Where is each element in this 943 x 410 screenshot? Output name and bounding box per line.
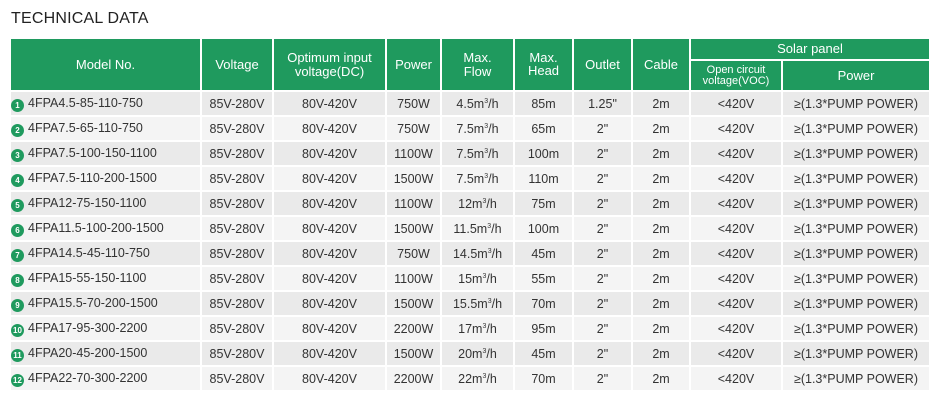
voc-cell: <420V [691, 242, 781, 265]
outlet-cell: 2" [574, 167, 631, 190]
outlet-cell: 2" [574, 342, 631, 365]
voc-cell: <420V [691, 292, 781, 315]
power-cell: 1500W [387, 342, 440, 365]
panel-power-cell: ≥(1.3*PUMP POWER) [783, 292, 929, 315]
voltage-cell: 85V-280V [202, 217, 272, 240]
flow-suffix: /h [486, 196, 497, 211]
optimum-voltage-cell: 80V-420V [274, 342, 385, 365]
flow-value: 4.5m [456, 96, 485, 111]
optimum-voltage-cell: 80V-420V [274, 242, 385, 265]
flow-unit-sup: 3 [487, 247, 492, 255]
voltage-cell: 85V-280V [202, 317, 272, 340]
header-solar-panel: Solar panel [691, 39, 929, 59]
voc-cell: <420V [691, 192, 781, 215]
header-flow-line2: Flow [463, 63, 492, 79]
optimum-voltage-cell: 80V-420V [274, 367, 385, 390]
header-outlet: Outlet [574, 39, 631, 90]
head-cell: 65m [515, 117, 572, 140]
row-number-badge: 1 [11, 99, 24, 112]
model-cell [11, 217, 200, 240]
voltage-cell: 85V-280V [202, 242, 272, 265]
power-cell: 750W [387, 242, 440, 265]
voc-cell: <420V [691, 342, 781, 365]
model-name: 4FPA7.5-100-150-1100 [28, 145, 157, 160]
power-cell: 1100W [387, 267, 440, 290]
model-name: 4FPA7.5-65-110-750 [28, 120, 143, 135]
flow-suffix: /h [488, 171, 499, 186]
model-name: 4FPA15-55-150-1100 [28, 270, 147, 285]
voc-cell: <420V [691, 92, 781, 115]
header-model: Model No. [11, 39, 200, 90]
cable-cell: 2m [633, 167, 689, 190]
outlet-cell: 2" [574, 142, 631, 165]
panel-power-cell: ≥(1.3*PUMP POWER) [783, 217, 929, 240]
flow-suffix: /h [491, 296, 503, 311]
outlet-cell: 2" [574, 242, 631, 265]
voltage-cell: 85V-280V [202, 167, 272, 190]
power-cell: 1500W [387, 217, 440, 240]
header-optimum-line1: Optimum input [287, 49, 372, 65]
header-panel-power: Power [783, 61, 929, 90]
voc-cell: <420V [691, 217, 781, 240]
optimum-voltage-cell: 80V-420V [274, 217, 385, 240]
head-cell: 100m [515, 142, 572, 165]
voltage-cell: 85V-280V [202, 267, 272, 290]
flow-cell [442, 367, 513, 390]
header-cable: Cable [633, 39, 689, 90]
panel-power-cell: ≥(1.3*PUMP POWER) [783, 167, 929, 190]
cable-cell: 2m [633, 317, 689, 340]
table-row [11, 142, 929, 165]
row-number-badge: 5 [11, 199, 24, 212]
row-number-badge: 2 [11, 124, 24, 137]
flow-cell [442, 217, 513, 240]
header-flow-line1: Max. [463, 49, 492, 65]
voltage-cell: 85V-280V [202, 292, 272, 315]
row-number-badge: 6 [11, 224, 24, 237]
model-name: 4FPA4.5-85-110-750 [28, 95, 143, 110]
panel-power-cell: ≥(1.3*PUMP POWER) [783, 317, 929, 340]
flow-cell [442, 92, 513, 115]
flow-cell [442, 267, 513, 290]
model-cell [11, 142, 200, 165]
model-name: 4FPA17-95-300-2200 [28, 320, 148, 335]
flow-value: 7.5m [456, 146, 485, 161]
model-cell [11, 167, 200, 190]
panel-power-cell: ≥(1.3*PUMP POWER) [783, 192, 929, 215]
outlet-cell: 2" [574, 267, 631, 290]
flow-cell [442, 242, 513, 265]
table-row [11, 117, 929, 140]
outlet-cell: 1.25" [574, 92, 631, 115]
power-cell: 1100W [387, 192, 440, 215]
outlet-cell: 2" [574, 292, 631, 315]
power-cell: 1500W [387, 292, 440, 315]
header-optimum-line2: voltage(DC) [294, 63, 365, 79]
head-cell: 100m [515, 217, 572, 240]
panel-power-cell: ≥(1.3*PUMP POWER) [783, 242, 929, 265]
panel-power-cell: ≥(1.3*PUMP POWER) [783, 117, 929, 140]
optimum-voltage-cell: 80V-420V [274, 167, 385, 190]
flow-unit-sup: 3 [482, 322, 487, 330]
cable-cell: 2m [633, 342, 689, 365]
voc-cell: <420V [691, 267, 781, 290]
model-cell [11, 292, 200, 315]
flow-value: 14.5m [452, 246, 488, 261]
voc-cell: <420V [691, 167, 781, 190]
header-optimum-input-voltage [274, 39, 385, 90]
row-number-badge: 7 [11, 249, 24, 262]
power-cell: 2200W [387, 317, 440, 340]
header-voltage: Voltage [202, 39, 272, 90]
flow-suffix: /h [486, 271, 497, 286]
flow-value: 15.5m [452, 296, 488, 311]
row-number-badge: 11 [11, 349, 24, 362]
voltage-cell: 85V-280V [202, 92, 272, 115]
cable-cell: 2m [633, 142, 689, 165]
header-max-head [515, 39, 572, 90]
model-name: 4FPA7.5-110-200-1500 [28, 170, 157, 185]
flow-suffix: /h [488, 146, 499, 161]
header-head-line1: Max. [529, 50, 558, 65]
model-cell [11, 242, 200, 265]
voc-cell: <420V [691, 142, 781, 165]
cable-cell: 2m [633, 92, 689, 115]
model-name: 4FPA12-75-150-1100 [28, 195, 147, 210]
flow-unit-sup: 3 [484, 172, 489, 180]
flow-cell [442, 342, 513, 365]
flow-cell [442, 317, 513, 340]
page-title: TECHNICAL DATA [11, 10, 149, 27]
model-name: 4FPA15.5-70-200-1500 [28, 295, 158, 310]
flow-unit-sup: 3 [482, 272, 487, 280]
voltage-cell: 85V-280V [202, 192, 272, 215]
flow-unit-sup: 3 [484, 122, 489, 130]
outlet-cell: 2" [574, 317, 631, 340]
head-cell: 85m [515, 92, 572, 115]
model-name: 4FPA22-70-300-2200 [28, 370, 148, 385]
optimum-voltage-cell: 80V-420V [274, 292, 385, 315]
outlet-cell: 2" [574, 117, 631, 140]
table-row [11, 292, 929, 315]
voltage-cell: 85V-280V [202, 367, 272, 390]
cable-cell: 2m [633, 192, 689, 215]
flow-cell [442, 167, 513, 190]
header-open-circuit-line1: Open circuit [706, 63, 766, 76]
row-number-badge: 12 [11, 374, 24, 387]
flow-cell [442, 117, 513, 140]
cable-cell: 2m [633, 267, 689, 290]
optimum-voltage-cell: 80V-420V [274, 317, 385, 340]
model-name: 4FPA20-45-200-1500 [28, 345, 148, 360]
power-cell: 2200W [387, 367, 440, 390]
flow-cell [442, 142, 513, 165]
flow-cell [442, 192, 513, 215]
table-row [11, 267, 929, 290]
table-row [11, 192, 929, 215]
table-row [11, 342, 929, 365]
cable-cell: 2m [633, 367, 689, 390]
head-cell: 45m [515, 242, 572, 265]
power-cell: 750W [387, 92, 440, 115]
cable-cell: 2m [633, 242, 689, 265]
outlet-cell: 2" [574, 192, 631, 215]
outlet-cell: 2" [574, 367, 631, 390]
flow-suffix: /h [491, 246, 503, 261]
voc-cell: <420V [691, 317, 781, 340]
head-cell: 70m [515, 292, 572, 315]
table-row [11, 242, 929, 265]
flow-suffix: /h [486, 346, 497, 361]
model-cell [11, 267, 200, 290]
power-cell: 750W [387, 117, 440, 140]
voc-cell: <420V [691, 367, 781, 390]
header-open-circuit-voltage [691, 61, 781, 90]
flow-suffix: /h [486, 321, 497, 336]
row-number-badge: 10 [11, 324, 24, 337]
model-name: 4FPA14.5-45-110-750 [28, 245, 150, 260]
model-cell [11, 367, 200, 390]
flow-unit-sup: 3 [484, 147, 489, 155]
optimum-voltage-cell: 80V-420V [274, 92, 385, 115]
flow-value: 17m [458, 321, 483, 336]
cable-cell: 2m [633, 217, 689, 240]
table-row [11, 92, 929, 115]
panel-power-cell: ≥(1.3*PUMP POWER) [783, 142, 929, 165]
flow-suffix: /h [488, 96, 499, 111]
flow-suffix: /h [488, 121, 499, 136]
row-number-badge: 3 [11, 149, 24, 162]
flow-unit-sup: 3 [484, 97, 489, 105]
flow-value: 7.5m [456, 121, 485, 136]
outlet-cell: 2" [574, 217, 631, 240]
row-number-badge: 4 [11, 174, 24, 187]
voltage-cell: 85V-280V [202, 342, 272, 365]
voltage-cell: 85V-280V [202, 117, 272, 140]
optimum-voltage-cell: 80V-420V [274, 142, 385, 165]
table-row [11, 167, 929, 190]
flow-value: 12m [458, 196, 483, 211]
header-max-flow [442, 39, 513, 90]
header-head-line2: Head [527, 63, 560, 78]
optimum-voltage-cell: 80V-420V [274, 267, 385, 290]
flow-value: 15m [458, 271, 483, 286]
header-open-circuit-line2: voltage(VOC) [702, 74, 770, 87]
head-cell: 55m [515, 267, 572, 290]
row-number-badge: 9 [11, 299, 24, 312]
model-cell [11, 117, 200, 140]
model-cell [11, 342, 200, 365]
model-cell [11, 317, 200, 340]
cable-cell: 2m [633, 117, 689, 140]
panel-power-cell: ≥(1.3*PUMP POWER) [783, 267, 929, 290]
head-cell: 110m [515, 167, 572, 190]
panel-power-cell: ≥(1.3*PUMP POWER) [783, 342, 929, 365]
table-row [11, 367, 929, 390]
flow-value: 11.5m [453, 221, 488, 236]
flow-value: 20m [458, 346, 483, 361]
table-body [11, 92, 929, 390]
power-cell: 1100W [387, 142, 440, 165]
flow-cell [442, 292, 513, 315]
header-power: Power [387, 39, 440, 90]
flow-unit-sup: 3 [482, 372, 487, 380]
model-cell [11, 192, 200, 215]
power-cell: 1500W [387, 167, 440, 190]
head-cell: 45m [515, 342, 572, 365]
flow-suffix: /h [486, 371, 497, 386]
cable-cell: 2m [633, 292, 689, 315]
flow-value: 22m [458, 371, 483, 386]
table-row [11, 317, 929, 340]
table-row [11, 217, 929, 240]
optimum-voltage-cell: 80V-420V [274, 192, 385, 215]
panel-power-cell: ≥(1.3*PUMP POWER) [783, 367, 929, 390]
voc-cell: <420V [691, 117, 781, 140]
head-cell: 75m [515, 192, 572, 215]
head-cell: 95m [515, 317, 572, 340]
flow-value: 7.5m [456, 171, 485, 186]
row-number-badge: 8 [11, 274, 24, 287]
flow-suffix: /h [491, 221, 502, 236]
flow-unit-sup: 3 [482, 197, 487, 205]
voltage-cell: 85V-280V [202, 142, 272, 165]
head-cell: 70m [515, 367, 572, 390]
panel-power-cell: ≥(1.3*PUMP POWER) [783, 92, 929, 115]
flow-unit-sup: 3 [487, 297, 492, 305]
optimum-voltage-cell: 80V-420V [274, 117, 385, 140]
flow-unit-sup: 3 [487, 222, 492, 230]
model-cell [11, 92, 200, 115]
flow-unit-sup: 3 [482, 347, 487, 355]
model-name: 4FPA11.5-100-200-1500 [28, 220, 164, 235]
technical-data-table [9, 37, 931, 392]
